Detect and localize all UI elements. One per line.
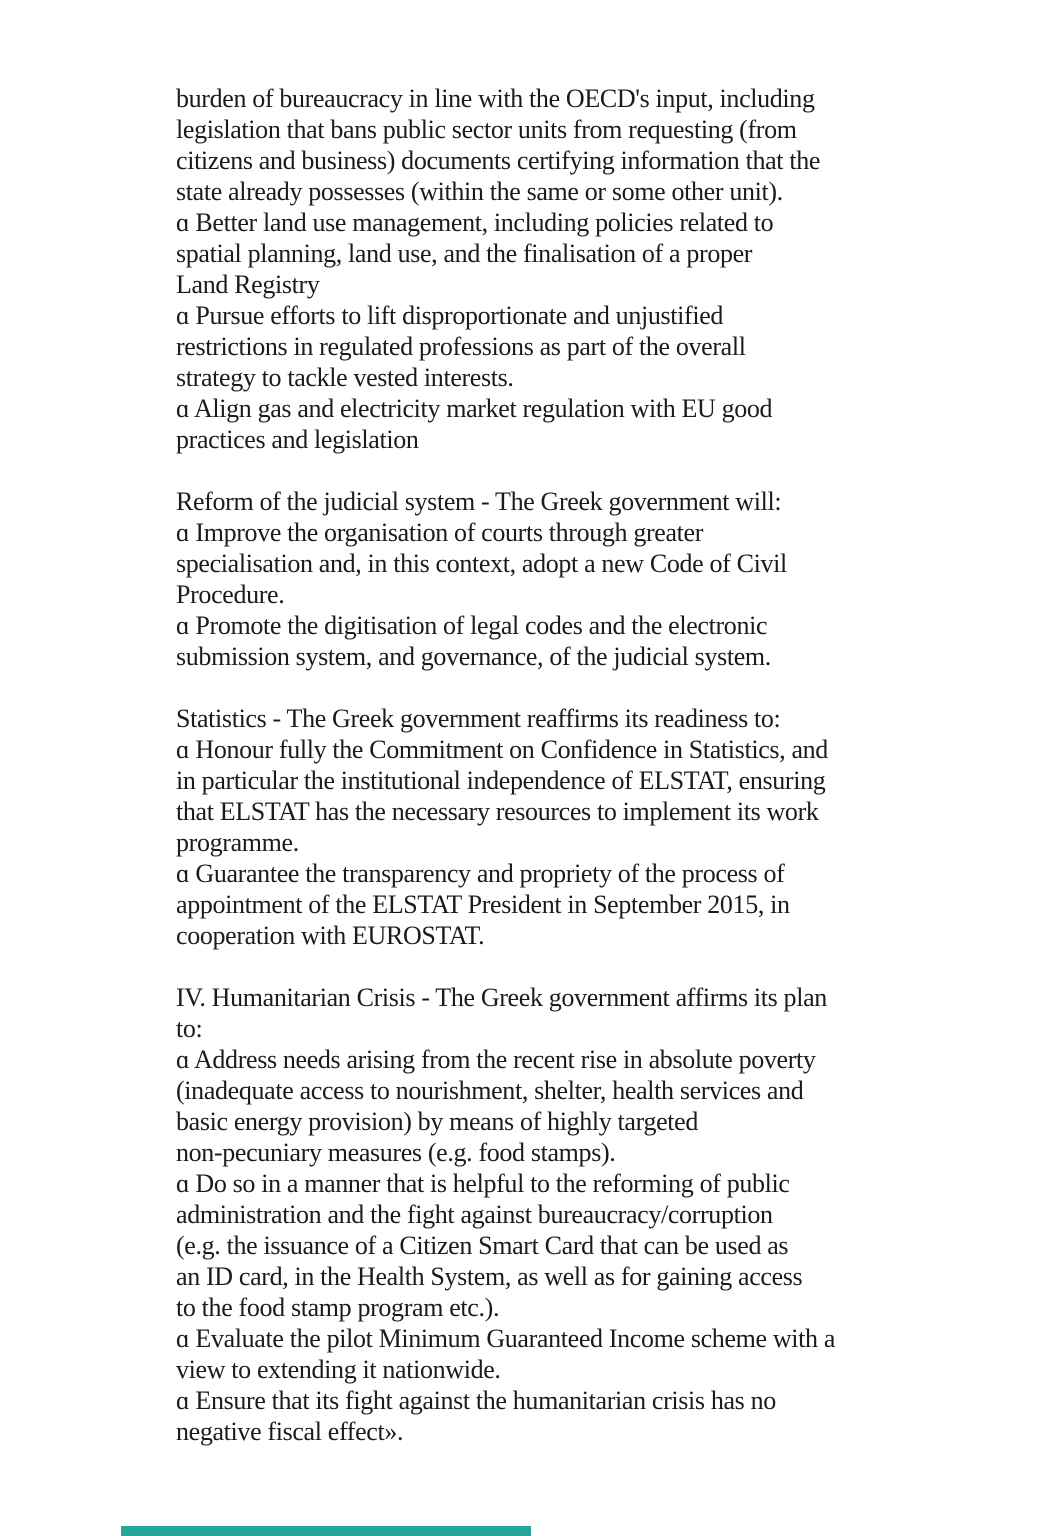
text-line: Procedure. — [176, 580, 285, 609]
text-line: basic energy provision) by means of highly targeted — [176, 1107, 699, 1136]
text-line: that ELSTAT has the necessary resources to implement its work — [176, 797, 819, 826]
text-line: view to extending it nationwide. — [176, 1355, 501, 1384]
text-line: Statistics - The Greek government reaffirms its readiness to: — [176, 704, 781, 733]
text-line: practices and legislation — [176, 425, 419, 454]
bullet-item-line: ɑ Do so in a manner that is helpful to the reforming of public — [176, 1169, 790, 1198]
text-line: submission system, and governance, of the judicial system. — [176, 642, 771, 671]
reading-progress-bar — [121, 1526, 531, 1536]
bullet-item-line: ɑ Pursue efforts to lift disproportionate and unjustified — [176, 301, 724, 330]
text-line: legislation that bans public sector units from requesting (from — [176, 115, 797, 144]
text-line: cooperation with EUROSTAT. — [176, 921, 485, 950]
bullet-item-line: ɑ Ensure that its fight against the humanitarian crisis has no — [176, 1386, 776, 1415]
bullet-icon: ɑ — [176, 301, 196, 330]
text-line: programme. — [176, 828, 299, 857]
text-line: negative fiscal effect». — [176, 1417, 404, 1446]
bullet-icon: ɑ — [176, 859, 196, 888]
document-text — [176, 83, 916, 1447]
text-line: Reform of the judicial system - The Greek government will: — [176, 487, 782, 516]
text-line: burden of bureaucracy in line with the OECD's input, including — [176, 84, 815, 113]
text-line: to the food stamp program etc.). — [176, 1293, 500, 1322]
bullet-icon: ɑ — [176, 735, 196, 764]
text-line: specialisation and, in this context, adopt a new Code of Civil — [176, 549, 787, 578]
bullet-item-line: ɑ Honour fully the Commitment on Confidence in Statistics, and — [176, 735, 828, 764]
bullet-icon: ɑ — [176, 1169, 196, 1198]
bullet-item-line: ɑ Address needs arising from the recent rise in absolute poverty — [176, 1045, 816, 1074]
bullet-icon: ɑ — [176, 518, 196, 547]
text-line: administration and the fight against bureaucracy/corruption — [176, 1200, 773, 1229]
bullet-item-line: ɑ Align gas and electricity market regulation with EU good — [176, 394, 773, 423]
blank-line — [176, 951, 916, 982]
blank-line — [176, 672, 916, 703]
bullet-icon: ɑ — [176, 394, 194, 423]
text-line: citizens and business) documents certifying information that the — [176, 146, 821, 175]
text-line: to: — [176, 1014, 203, 1043]
text-line: IV. Humanitarian Crisis - The Greek government affirms its plan — [176, 983, 827, 1012]
bullet-item-line: ɑ Guarantee the transparency and propriety of the process of — [176, 859, 785, 888]
text-line: spatial planning, land use, and the finalisation of a proper — [176, 239, 753, 268]
blank-line — [176, 455, 916, 486]
text-line: restrictions in regulated professions as part of the overall — [176, 332, 746, 361]
text-line: (inadequate access to nourishment, shelter, health services and — [176, 1076, 804, 1105]
bullet-item-line: ɑ Better land use management, including policies related to — [176, 208, 774, 237]
bullet-item-line: ɑ Evaluate the pilot Minimum Guaranteed Income scheme with a — [176, 1324, 836, 1353]
bullet-item-line: ɑ Improve the organisation of courts through greater — [176, 518, 704, 547]
bullet-item-line: ɑ Promote the digitisation of legal codes and the electronic — [176, 611, 768, 640]
bullet-icon: ɑ — [176, 208, 196, 237]
bullet-icon: ɑ — [176, 1324, 196, 1353]
text-line: an ID card, in the Health System, as well as for gaining access — [176, 1262, 803, 1291]
text-line: non-pecuniary measures (e.g. food stamps). — [176, 1138, 616, 1167]
text-line: strategy to tackle vested interests. — [176, 363, 514, 392]
bullet-icon: ɑ — [176, 611, 196, 640]
bullet-icon: ɑ — [176, 1386, 196, 1415]
text-line: appointment of the ELSTAT President in September 2015, in — [176, 890, 790, 919]
text-line: Land Registry — [176, 270, 320, 299]
text-line: state already possesses (within the same or some other unit). — [176, 177, 783, 206]
text-line: (e.g. the issuance of a Citizen Smart Card that can be used as — [176, 1231, 789, 1260]
bullet-icon: ɑ — [176, 1045, 194, 1074]
text-line: in particular the institutional independence of ELSTAT, ensuring — [176, 766, 826, 795]
